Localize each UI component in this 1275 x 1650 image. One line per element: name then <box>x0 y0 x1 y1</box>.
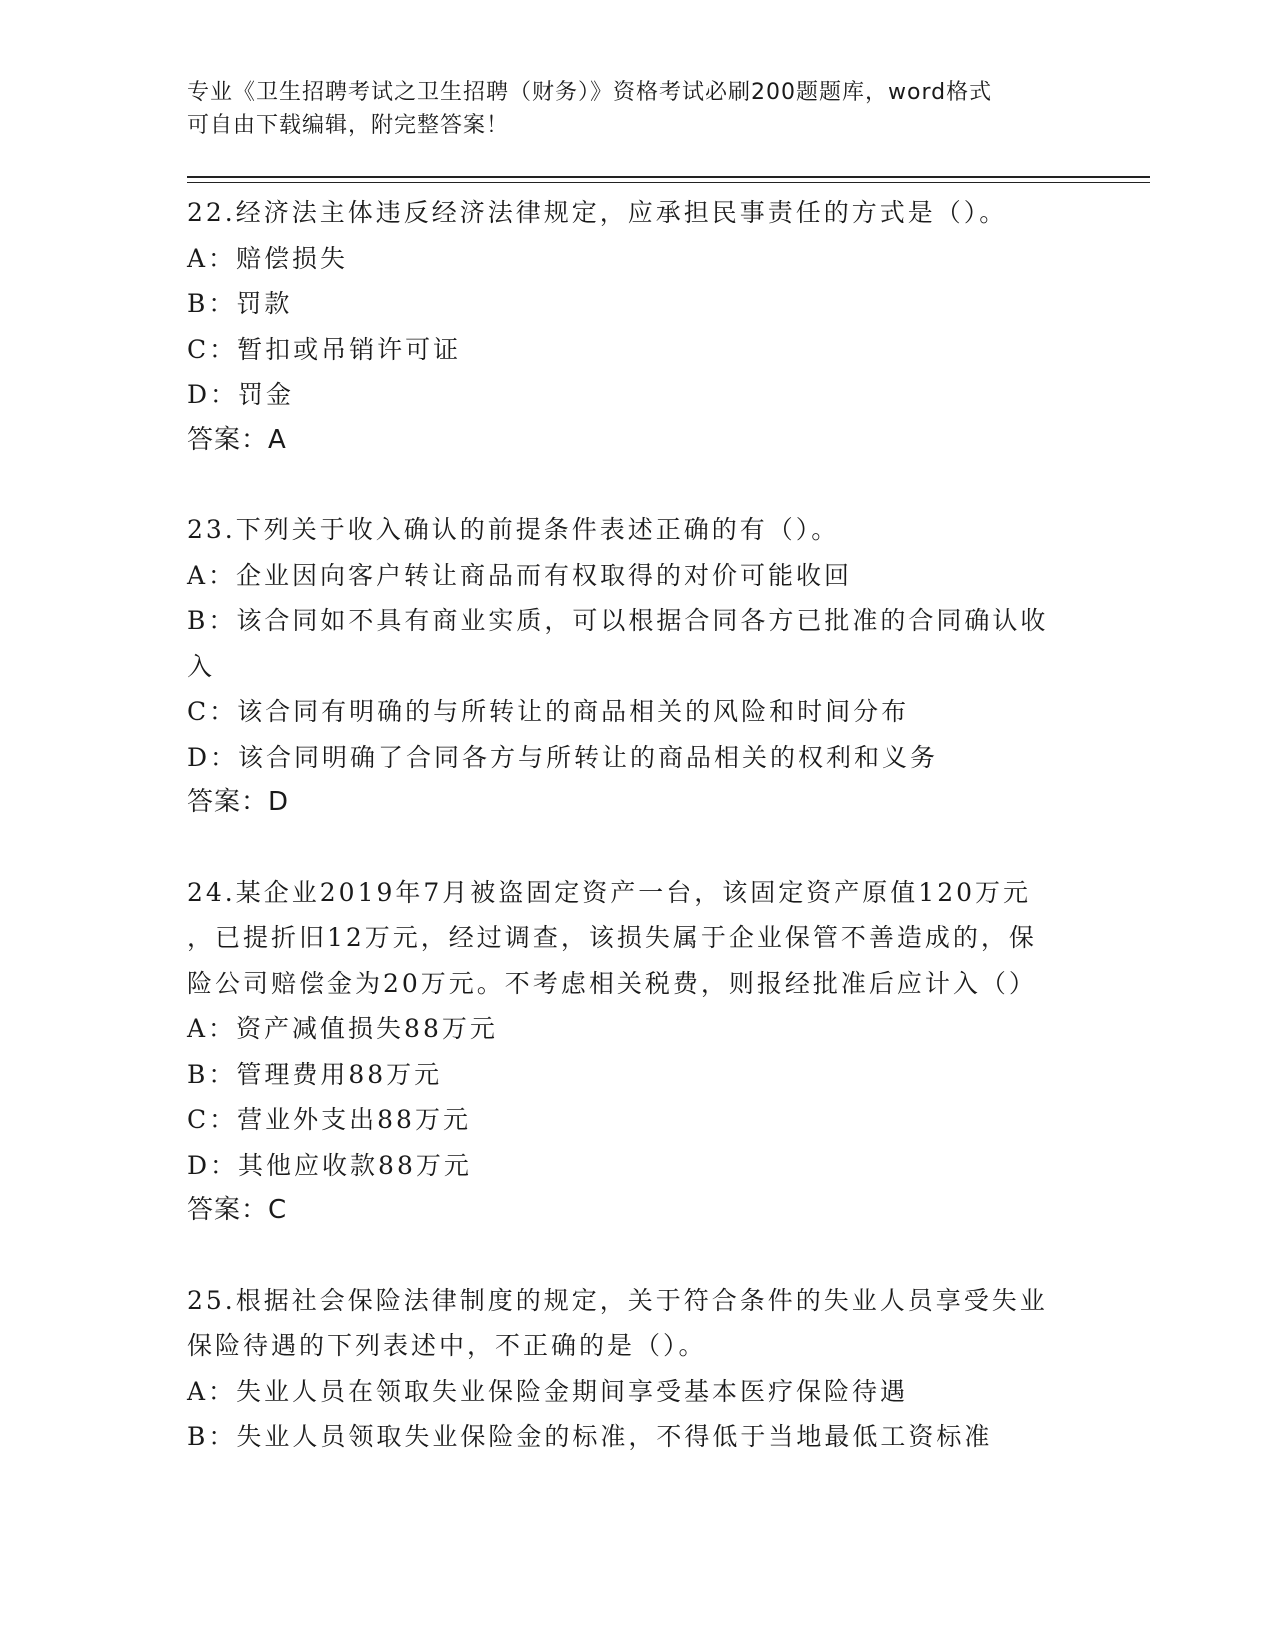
option-a: A：资产减值损失88万元 <box>187 1014 498 1043</box>
option-a: A：失业人员在领取失业保险金期间享受基本医疗保险待遇 <box>187 1376 909 1406</box>
question-stem: 23.下列关于收入确认的前提条件表述正确的有（）。 <box>187 515 840 544</box>
option-b: B：管理费用88万元 <box>187 1059 443 1089</box>
option-c: C：营业外支出88万元 <box>187 1105 471 1134</box>
header-line-2: 可自由下载编辑，附完整答案！ <box>187 113 510 138</box>
question-stem: 25.根据社会保险法律制度的规定，关于符合条件的失业人员享受失业 <box>187 1285 1048 1315</box>
question-stem-continued: ，已提折旧12万元，经过调查，该损失属于企业保管不善造成的，保 <box>187 923 1037 952</box>
header-divider-thin <box>187 182 1150 183</box>
question-22 <box>187 190 1087 463</box>
option-c: C：该合同有明确的与所转让的商品相关的风险和时间分布 <box>187 697 910 726</box>
answer-line: 答案：D <box>187 787 290 817</box>
option-b: B：失业人员领取失业保险金的标准，不得低于当地最低工资标准 <box>187 1422 993 1451</box>
answer-line: 答案：A <box>187 424 287 455</box>
question-stem: 24.某企业2019年7月被盗固定资产一台，该固定资产原值120万元 <box>187 877 1032 907</box>
header-line-1: 专业《卫生招聘考试之卫生招聘（财务）》资格考试必刷200题题库，word格式 <box>187 80 993 105</box>
question-24 <box>187 870 1087 1234</box>
option-d: D：该合同明确了合同各方与所转让的商品相关的权利和义务 <box>187 742 939 772</box>
option-d: D：罚金 <box>187 380 295 409</box>
document-header <box>187 76 1067 142</box>
option-b: B：罚款 <box>187 289 293 318</box>
question-23 <box>187 507 1087 826</box>
option-a: A：企业因向客户转让商品而有权取得的对价可能收回 <box>187 560 853 590</box>
question-stem-continued: 保险待遇的下列表述中，不正确的是（）。 <box>187 1331 707 1360</box>
option-a: A：赔偿损失 <box>187 243 349 273</box>
question-stem: 22.经济法主体违反经济法律规定，应承担民事责任的方式是（）。 <box>187 198 1008 227</box>
question-stem-continued: 险公司赔偿金为20万元。不考虑相关税费，则报经批准后应计入（） <box>187 968 1037 998</box>
option-d: D：其他应收款88万元 <box>187 1150 472 1180</box>
question-25 <box>187 1278 1087 1460</box>
answer-line: 答案：C <box>187 1195 288 1225</box>
option-b: B：该合同如不具有商业实质，可以根据合同各方已批准的合同确认收 <box>187 606 1049 635</box>
question-list <box>187 190 1087 1460</box>
option-c: C：暂扣或吊销许可证 <box>187 334 462 364</box>
header-divider-thick <box>187 176 1150 178</box>
option-b-continued: 入 <box>187 651 216 681</box>
